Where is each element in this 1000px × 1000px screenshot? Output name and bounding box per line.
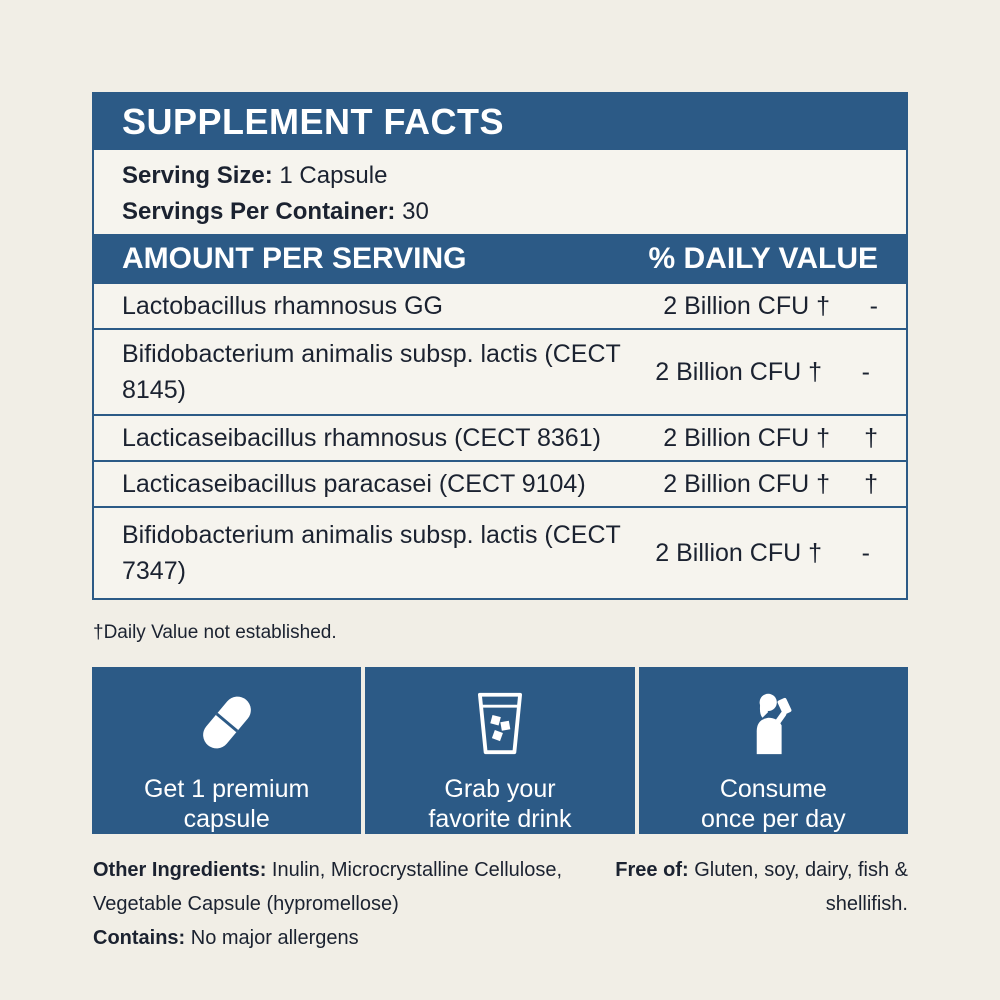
ingredient-daily-value: -: [861, 357, 870, 386]
ingredient-amount: 2 Billion CFU †: [663, 291, 830, 320]
servings-label: Servings Per Container:: [122, 198, 396, 225]
ingredient-amount: 2 Billion CFU †: [655, 357, 822, 386]
step-label: Get 1 premium capsule: [143, 775, 310, 833]
table-row: [94, 284, 906, 328]
serving-size-value: 1 Capsule: [272, 162, 388, 189]
other-ingredients-label: Other Ingredients:: [93, 859, 267, 881]
table-row: [94, 328, 906, 414]
other-ingredients: [93, 853, 573, 955]
free-of-value: Gluten, soy, dairy, fish & shellifish.: [688, 859, 908, 915]
servings-value: 30: [395, 198, 429, 225]
free-of: [588, 853, 908, 921]
ingredient-amount: 2 Billion CFU †: [663, 423, 830, 452]
serving-size-label: Serving Size:: [122, 162, 273, 189]
panel-title: SUPPLEMENT FACTS: [94, 94, 906, 150]
daily-value-footnote: †Daily Value not established.: [93, 622, 337, 643]
ingredient-amount: 2 Billion CFU †: [663, 469, 830, 498]
person-drinking-icon: [738, 689, 808, 756]
ingredient-name: Bifidobacterium animalis subsp. lactis (CECT 7347): [122, 521, 621, 585]
supplement-facts-panel: [92, 92, 908, 600]
ingredient-table: [94, 284, 906, 598]
step-drink: [365, 667, 634, 834]
drink-glass-icon: [465, 689, 535, 756]
table-row: [94, 414, 906, 460]
amount-header: AMOUNT PER SERVING: [122, 242, 467, 275]
ingredient-daily-value: -: [869, 291, 878, 320]
serving-info: [94, 150, 906, 234]
ingredient-name: Bifidobacterium animalis subsp. lactis (CECT 8145): [122, 340, 621, 404]
servings-per-container: [122, 194, 878, 230]
ingredient-daily-value: -: [861, 538, 870, 567]
capsule-icon: [192, 689, 262, 756]
usage-steps: [92, 667, 908, 834]
contains-text: [93, 921, 573, 955]
free-of-label: Free of:: [615, 859, 689, 881]
ingredient-daily-value: †: [864, 469, 878, 498]
table-row: [94, 506, 906, 598]
serving-size: [122, 158, 878, 194]
ingredient-name: Lacticaseibacillus paracasei (CECT 9104): [122, 470, 586, 498]
daily-value-header: % DAILY VALUE: [648, 242, 878, 275]
ingredient-amount: 2 Billion CFU †: [655, 538, 822, 567]
other-ingredients-text: [93, 853, 573, 921]
step-label: Grab your favorite drink: [428, 775, 572, 833]
amount-header-bar: [94, 234, 906, 284]
ingredient-daily-value: †: [864, 423, 878, 452]
step-capsule: [92, 667, 361, 834]
step-label: Consume once per day: [701, 775, 846, 833]
contains-value: No major allergens: [185, 927, 359, 949]
ingredient-name: Lactobacillus rhamnosus GG: [122, 292, 443, 320]
step-consume: [639, 667, 908, 834]
table-row: [94, 460, 906, 506]
contains-label: Contains:: [93, 927, 186, 949]
ingredient-name: Lacticaseibacillus rhamnosus (CECT 8361): [122, 424, 601, 452]
other-ingredients-value: Inulin, Microcrystalline Cellulose, Vegetable Capsule (hypromellose): [93, 859, 563, 915]
